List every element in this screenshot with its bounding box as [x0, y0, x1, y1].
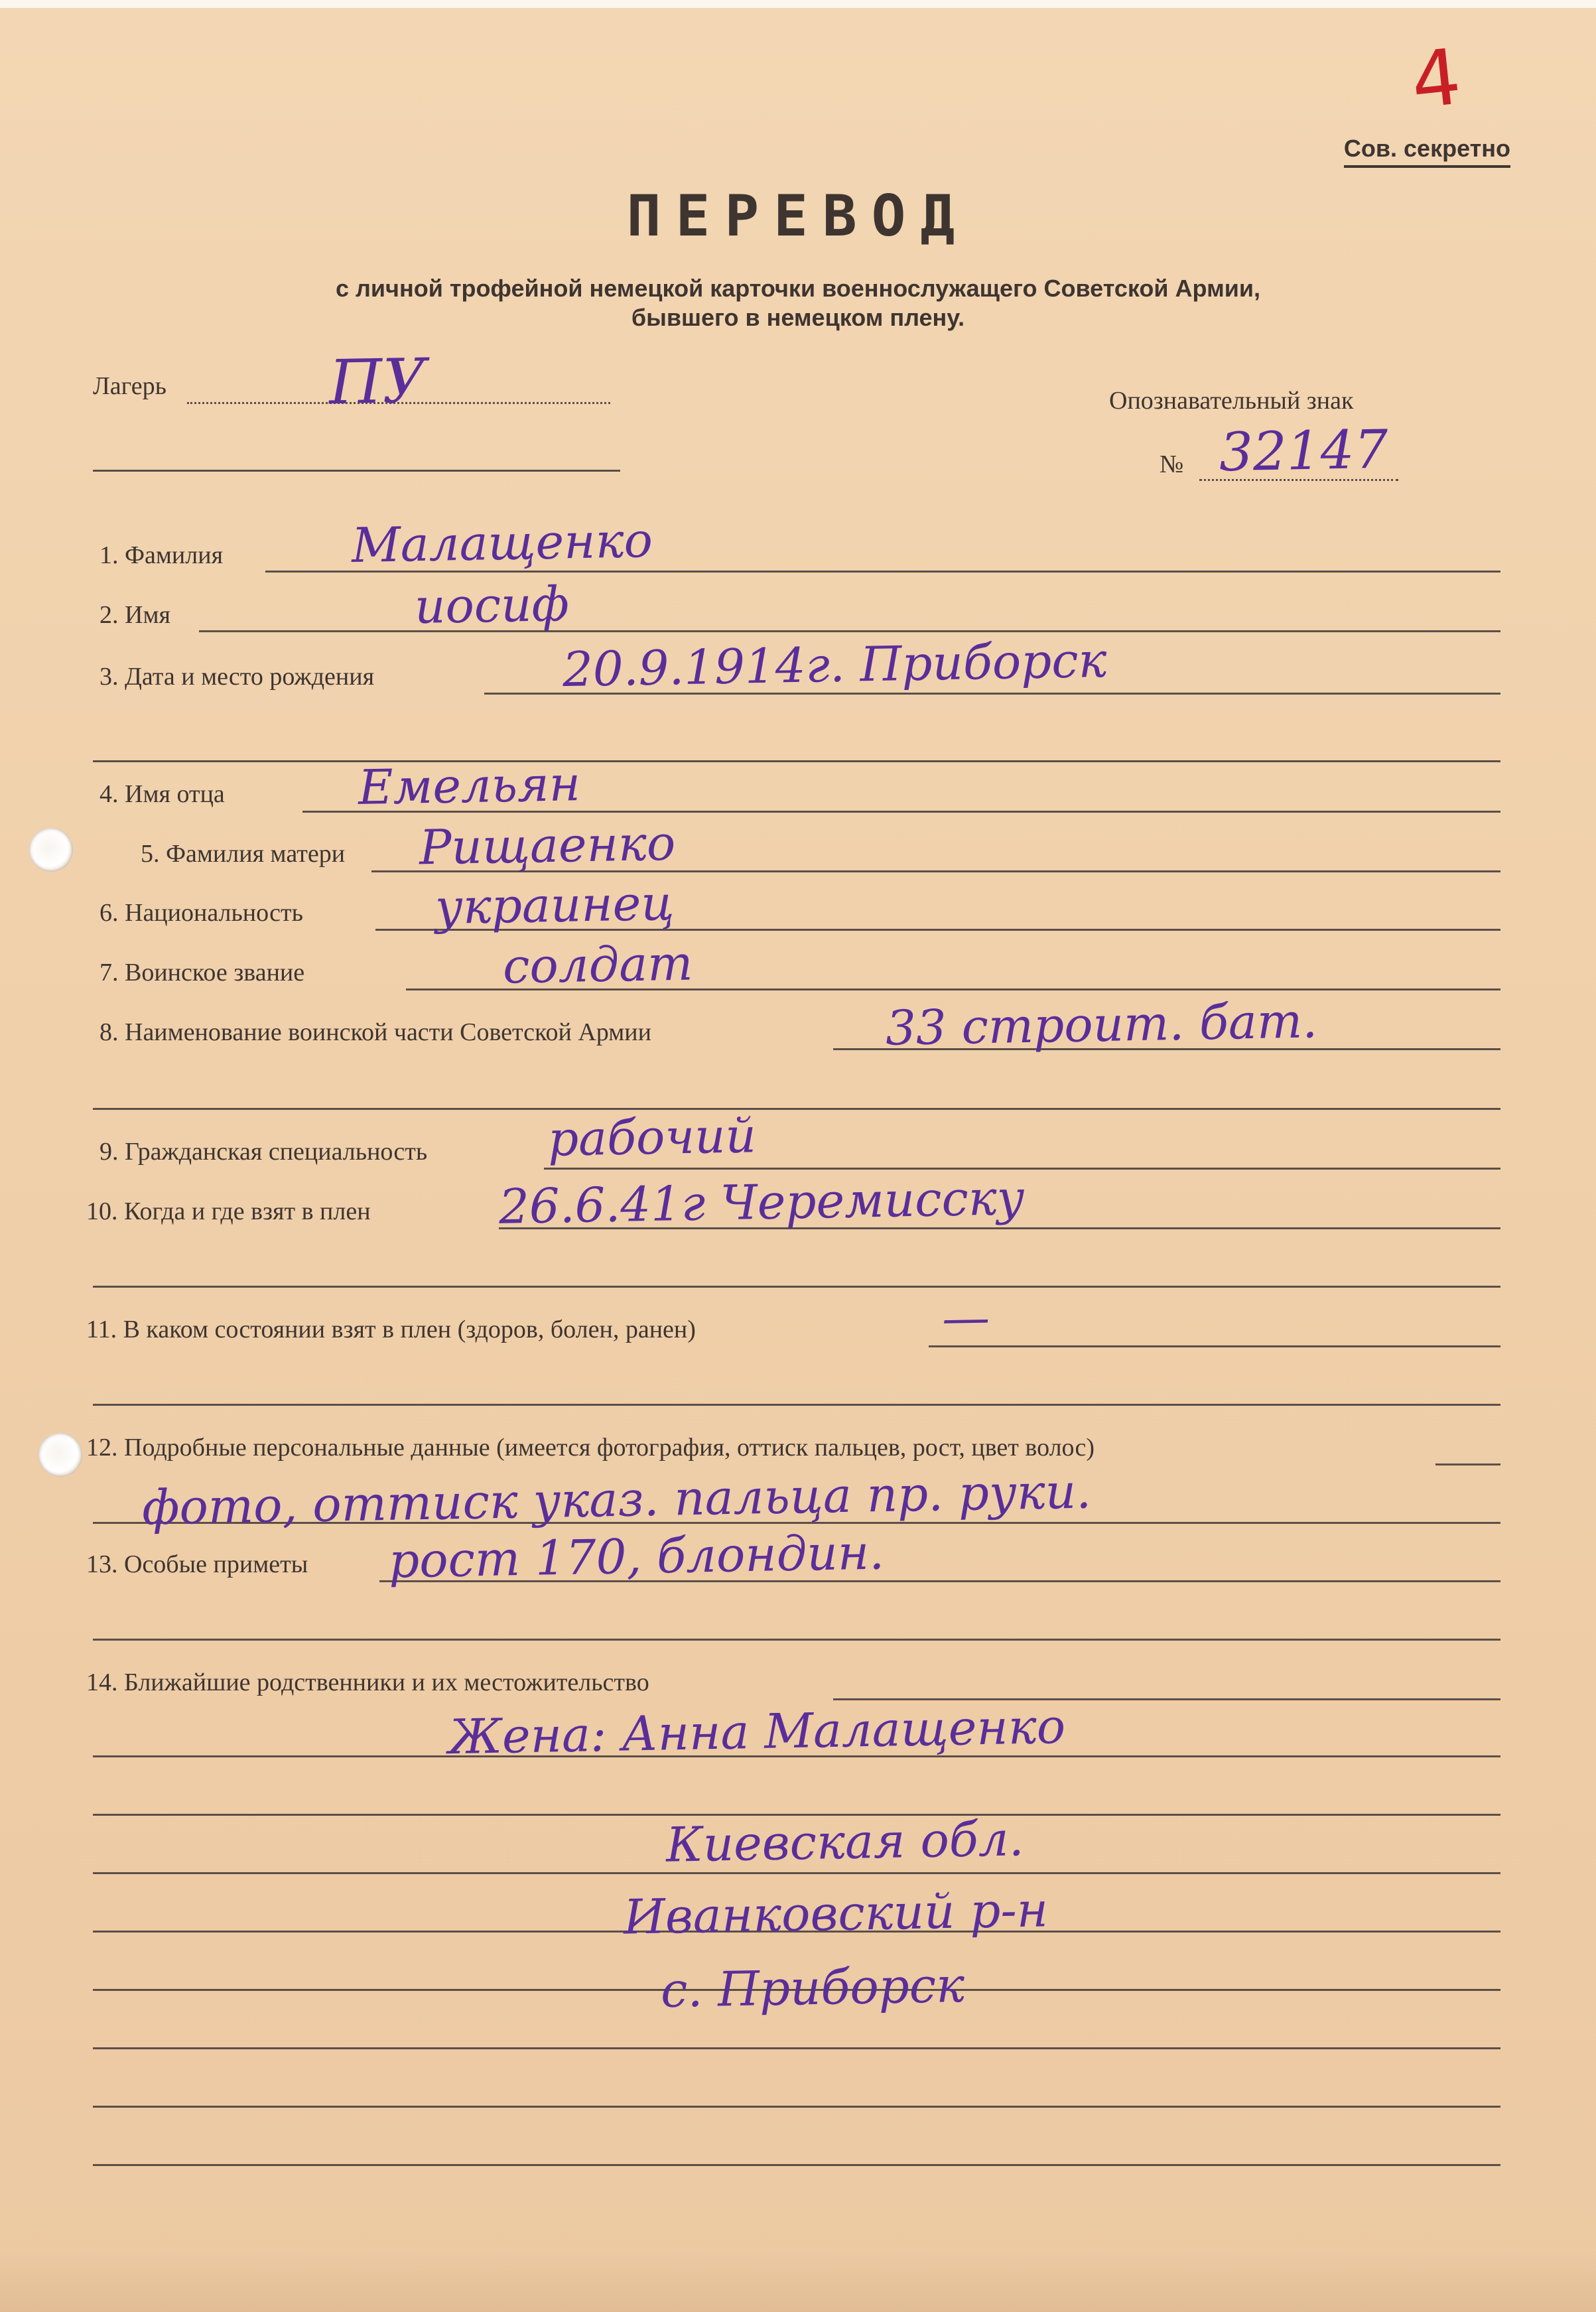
field-value-birth: 20.9.1914г. Приборск — [562, 632, 1108, 698]
blank-rule — [93, 760, 1500, 762]
field-label-unit: 8. Наименование воинской части Советской Армии — [100, 1018, 651, 1046]
paper-edge — [0, 0, 1596, 8]
id-tag-label: Опознавательный знак — [1109, 387, 1354, 415]
field-label-nationality: 6. Национальность — [100, 899, 303, 927]
document-title: ПЕРЕВОД — [626, 183, 970, 249]
field-label-personal-data: 12. Подробные персональные данные (имеется фотография, оттиск пальцев, рост, цвет волос) — [86, 1434, 1095, 1462]
field-label-first-name: 2. Имя — [100, 601, 170, 629]
blank-rule — [93, 2164, 1500, 2166]
punch-hole — [38, 1433, 82, 1477]
field-label-surname: 1. Фамилия — [100, 541, 224, 569]
field-rule — [929, 1345, 1500, 1347]
camp-rule-2 — [93, 470, 620, 472]
field-value-personal-data: фото, оттиск указ. пальца пр. руки. — [141, 1463, 1092, 1536]
field-label-birth: 3. Дата и место рождения — [100, 663, 375, 691]
field-value-unit: 33 строит. бат. — [885, 992, 1318, 1056]
blank-rule — [93, 1872, 1500, 1874]
field-value-nationality: украинец — [434, 874, 675, 935]
field-value-features: рост 170, блондин. — [388, 1524, 885, 1589]
field-rule — [1435, 1463, 1500, 1465]
field-label-rank: 7. Воинское звание — [100, 959, 305, 986]
document-subtitle-line1: с личной трофейной немецкой карточки военнослужащего Советской Армии, — [336, 275, 1260, 302]
blank-rule — [93, 1404, 1500, 1406]
blank-rule — [93, 1639, 1500, 1641]
camp-value: ПУ — [328, 345, 427, 419]
relative-address-village: с. Приборск — [660, 1957, 965, 2018]
field-label-captured: 10. Когда и где взят в плен — [86, 1197, 371, 1225]
field-value-surname: Малащенко — [351, 512, 653, 573]
field-label-father: 4. Имя отца — [100, 780, 225, 808]
field-label-features: 13. Особые приметы — [86, 1550, 308, 1578]
id-tag-number-label: № — [1160, 450, 1184, 478]
relative-spouse: Жена: Анна Малащенко — [448, 1698, 1066, 1765]
field-value-mother: Рищаенко — [419, 815, 676, 876]
blank-rule — [93, 1286, 1500, 1288]
field-value-profession: рабочий — [547, 1107, 757, 1167]
document-subtitle-line2: бывшего в немецком плену. — [631, 304, 965, 331]
field-value-first-name: иосиф — [414, 575, 570, 635]
id-tag-value: 32147 — [1219, 418, 1389, 484]
blank-rule — [93, 2047, 1500, 2049]
camp-label: Лагерь — [93, 372, 166, 400]
field-value-rank: солдат — [502, 935, 694, 994]
field-label-relatives: 14. Ближайшие родственники и их местожительство — [86, 1668, 649, 1696]
field-label-condition: 11. В каком состоянии взят в плен (здоров, болен, ранен) — [86, 1316, 696, 1343]
field-value-father: Емельян — [358, 756, 581, 815]
field-rule — [199, 630, 1500, 632]
field-label-mother: 5. Фамилия матери — [141, 840, 346, 868]
classification-stamp: Сов. секретно — [1344, 135, 1510, 168]
relative-address-district: Иванковский р-н — [623, 1881, 1049, 1945]
field-label-profession: 9. Гражданская специальность — [100, 1138, 428, 1166]
blank-rule — [93, 1108, 1500, 1110]
field-value-condition: — — [941, 1289, 990, 1346]
field-value-captured: 26.6.41г Черемисску — [498, 1170, 1026, 1235]
relative-address-region: Киевская обл. — [665, 1810, 1025, 1873]
page-number: 4 — [1407, 32, 1465, 127]
blank-rule — [93, 2106, 1500, 2108]
punch-hole — [29, 828, 73, 872]
